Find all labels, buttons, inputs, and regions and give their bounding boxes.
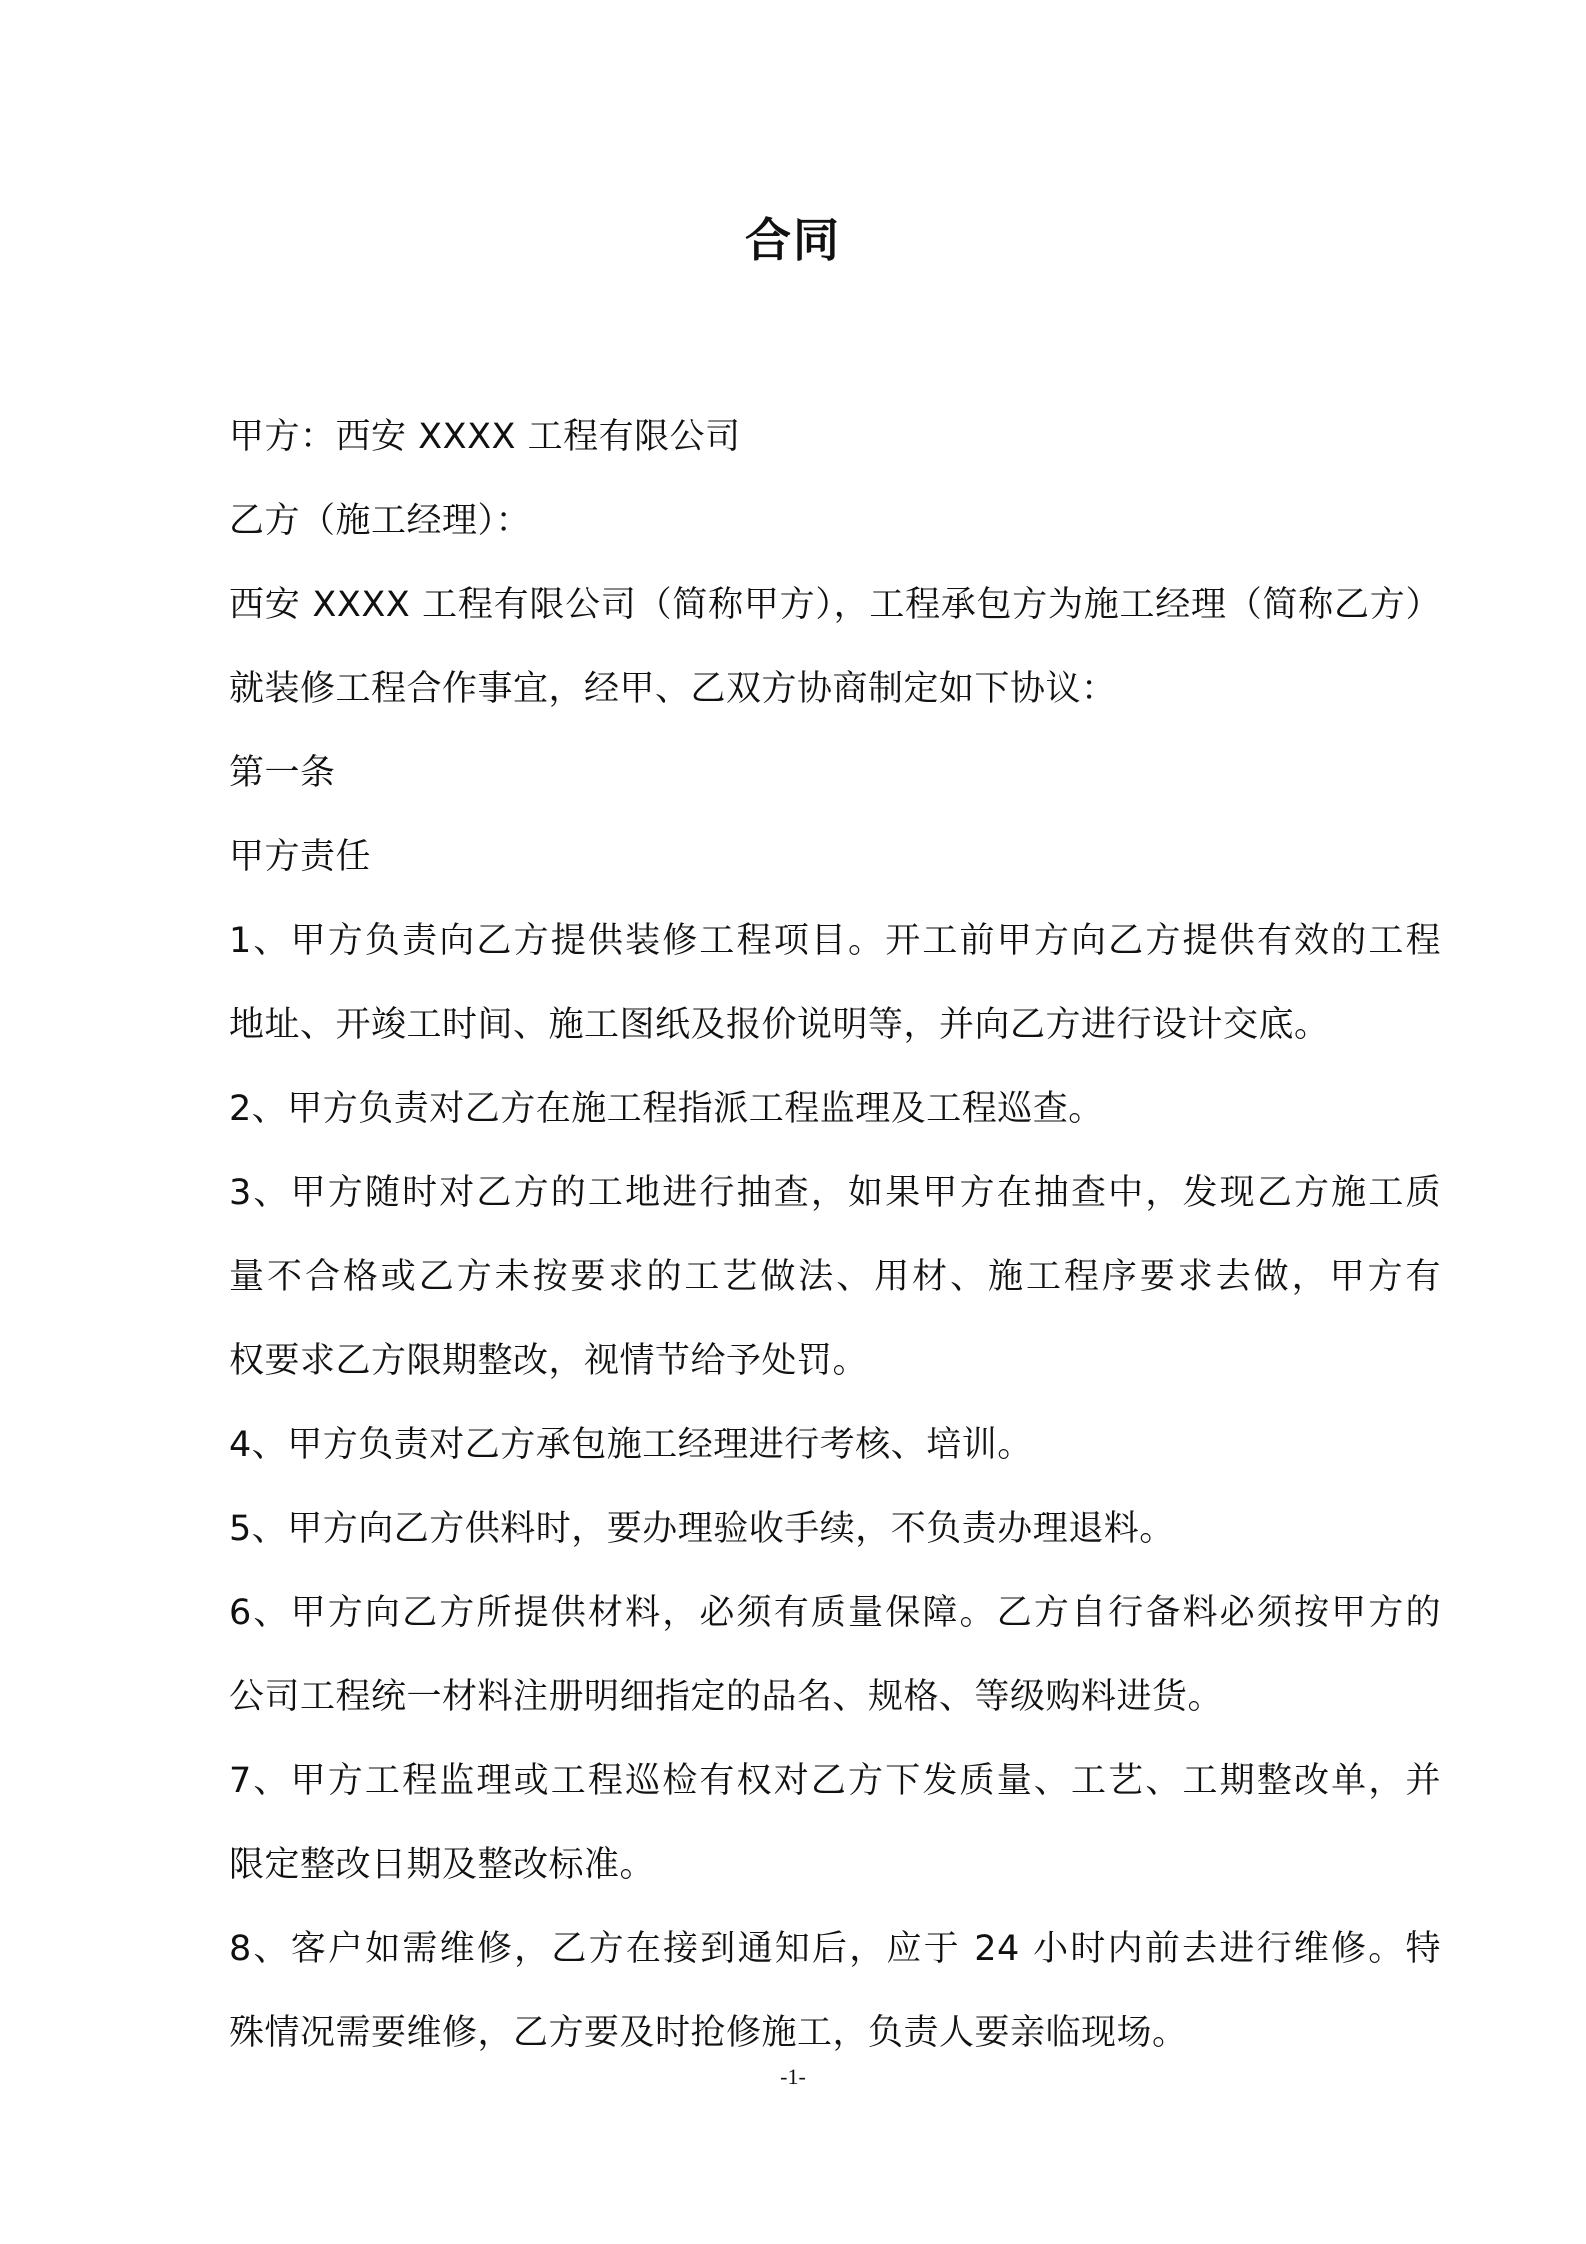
document-body — [229, 395, 1441, 2075]
party-a-line: 甲方：西安 XXXX 工程有限公司 — [229, 417, 741, 457]
intro-paragraph-line: 就装修工程合作事宜，经甲、乙双方协商制定如下协议： — [229, 669, 1117, 709]
clause-3-line: 量不合格或乙方未按要求的工艺做法、用材、施工程序要求去做，甲方有 — [229, 1257, 1441, 1297]
clause-1-line: 1、甲方负责向乙方提供装修工程项目。开工前甲方向乙方提供有效的工程 — [229, 921, 1441, 961]
clause-3-line: 3、甲方随时对乙方的工地进行抽查，如果甲方在抽查中，发现乙方施工质 — [229, 1173, 1441, 1213]
clause-7-line: 7、甲方工程监理或工程巡检有权对乙方下发质量、工艺、工期整改单，并 — [229, 1761, 1441, 1801]
party-b-line: 乙方（施工经理）： — [229, 501, 532, 541]
document-title: 合同 — [745, 213, 841, 267]
clause-7-line: 限定整改日期及整改标准。 — [229, 1845, 656, 1885]
clause-2-line: 2、甲方负责对乙方在施工程指派工程监理及工程巡查。 — [229, 1089, 1104, 1129]
page-number: -1- — [780, 2064, 806, 2089]
clause-6-line: 6、甲方向乙方所提供材料，必须有质量保障。乙方自行备料必须按甲方的 — [229, 1593, 1441, 1633]
clause-4-line: 4、甲方负责对乙方承包施工经理进行考核、培训。 — [229, 1425, 1033, 1465]
clause-8-line: 殊情况需要维修，乙方要及时抢修施工，负责人要亲临现场。 — [229, 2013, 1188, 2053]
clause-1-line: 地址、开竣工时间、施工图纸及报价说明等，并向乙方进行设计交底。 — [229, 1005, 1330, 1045]
clause-8-line: 8、客户如需维修，乙方在接到通知后，应于 24 小时内前去进行维修。特 — [229, 1929, 1441, 1969]
clause-5-line: 5、甲方向乙方供料时，要办理验收手续，不负责办理退料。 — [229, 1509, 1175, 1549]
clause-3-line: 权要求乙方限期整改，视情节给予处罚。 — [229, 1341, 869, 1381]
article-heading: 第一条 — [229, 753, 336, 793]
section-heading: 甲方责任 — [229, 837, 372, 877]
intro-paragraph-line: 西安 XXXX 工程有限公司（简称甲方），工程承包方为施工经理（简称乙方） — [229, 585, 1441, 625]
clause-6-line: 公司工程统一材料注册明细指定的品名、规格、等级购料进货。 — [229, 1677, 1224, 1717]
